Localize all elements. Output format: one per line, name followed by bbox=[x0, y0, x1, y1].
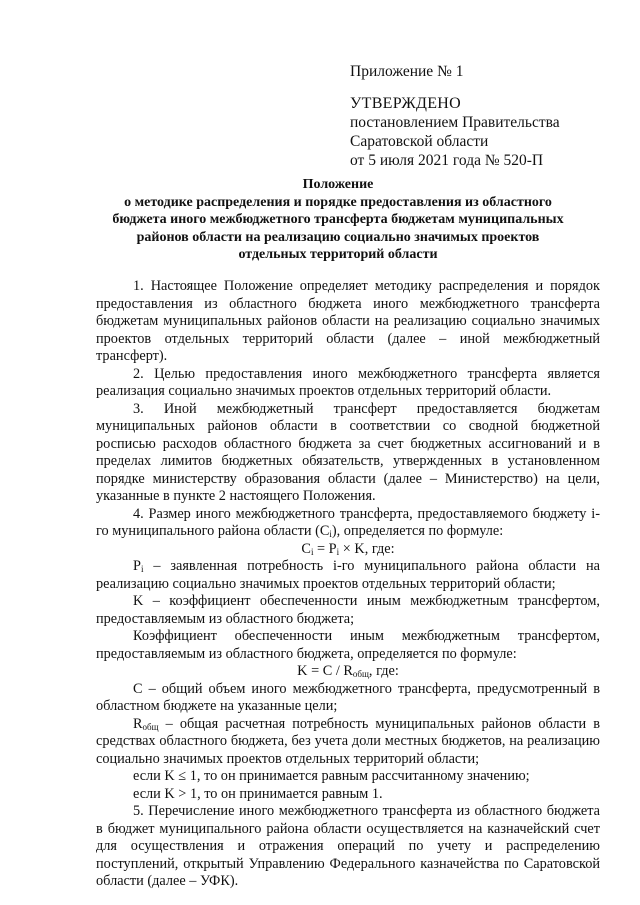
definition-r bbox=[96, 716, 600, 769]
title-line: районов области на реализацию социально значимых проектов bbox=[136, 229, 540, 245]
definition-text: P bbox=[133, 558, 141, 574]
formula-text: × K, где: bbox=[339, 540, 395, 557]
paragraph-4-text: ), определяется по формуле: bbox=[331, 523, 504, 539]
subscript: общ bbox=[142, 721, 159, 732]
paragraph-5: 5. Перечисление иного межбюджетного трансферта из областного бюджета в бюджет муниципального района области осуществляется на казначейский счет для осуществления и отражения операций по учету и распределению поступлений, открытый Управлению Федерального казначейства по Саратовской области (далее – УФК). bbox=[96, 803, 600, 889]
paragraph-4 bbox=[96, 506, 600, 541]
subscript: i bbox=[329, 529, 332, 539]
definition-text: – заявленная потребность i-го муниципального района области на реализацию социально значимых проектов отдельных территорий области; bbox=[96, 558, 600, 592]
formula-text: C bbox=[301, 540, 311, 557]
paragraph-3: 3. Иной межбюджетный трансферт предоставляется бюджетам муниципальных районов области в соответствии со сводной бюджетной росписью расходов областного бюджета за счет бюджетных ассигнований и в пределах лимитов бюджетных обязательств, утвержденных в установленном порядке министерству образования области (далее – Министерство) на цели, указанные в пункте 2 настоящего Положения. bbox=[96, 400, 600, 504]
approved-by-line-1: постановлением Правительства bbox=[350, 114, 560, 131]
approved-by-line-2: Саратовской области bbox=[350, 133, 489, 150]
paragraph-1: 1. Настоящее Положение определяет методику распределения и порядок предоставления из областного бюджета иного межбюджетного трансферта бюджетам муниципальных районов области на реализацию социально значимых проектов отдельных территорий области (далее – иной межбюджетный трансферт). bbox=[96, 278, 600, 364]
title-line: бюджета иного межбюджетного трансферта бюджетам муниципальных bbox=[112, 212, 564, 227]
approval-header bbox=[350, 62, 620, 170]
definition-k: K – коэффициент обеспеченности иным межбюджетным трансфертом, предоставляемым из областного бюджета; bbox=[96, 593, 600, 627]
subscript: i bbox=[336, 546, 340, 557]
title-line: о методике распределения и порядке предоставления из областного bbox=[124, 194, 552, 210]
definition-c: C – общий объем иного межбюджетного трансферта, предусмотренный в областном бюджете на указанные цели; bbox=[96, 680, 600, 714]
subscript: i bbox=[310, 546, 314, 557]
approved-date: от 5 июля 2021 года № 520-П bbox=[350, 152, 544, 169]
formula-text: K = C / R bbox=[297, 663, 353, 679]
paragraph-4-text: 4. Размер иного межбюджетного трансферта, предоставляемого бюджету i-го муниципального района области (C bbox=[96, 505, 600, 539]
document-title bbox=[88, 176, 588, 264]
definition-k-formula-intro: Коэффициент обеспеченности иным межбюджетным трансфертом, предоставляемым из областного бюджета, определяется по формуле: bbox=[96, 628, 600, 662]
formula-text: , где: bbox=[368, 663, 399, 679]
approved-stamp: УТВЕРЖДЕНО bbox=[350, 95, 462, 112]
title-line: отдельных территорий области bbox=[238, 247, 438, 262]
definition-p bbox=[96, 558, 600, 593]
definition-text: – общая расчетная потребность муниципальных районов области в средствах областного бюджета, без учета доли местных бюджетов, на реализацию социально значимых проектов отдельных территорий области; bbox=[96, 715, 600, 767]
subscript: общ bbox=[352, 669, 369, 679]
formula-text: = P bbox=[313, 540, 337, 557]
condition-1: если K ≤ 1, то он принимается равным рассчитанному значению; bbox=[133, 768, 530, 784]
title-line: Положение bbox=[302, 177, 374, 192]
definition-text: R bbox=[133, 715, 143, 732]
paragraph-2: 2. Целью предоставления иного межбюджетного трансферта является реализация социально значимых проектов отдельных территорий области. bbox=[96, 365, 600, 399]
formula-1 bbox=[96, 541, 600, 559]
appendix-label: Приложение № 1 bbox=[350, 63, 464, 80]
document-body bbox=[96, 278, 600, 891]
condition-2: если K > 1, то он принимается равным 1. bbox=[133, 785, 383, 802]
subscript: i bbox=[140, 564, 144, 574]
formula-2 bbox=[96, 663, 600, 681]
